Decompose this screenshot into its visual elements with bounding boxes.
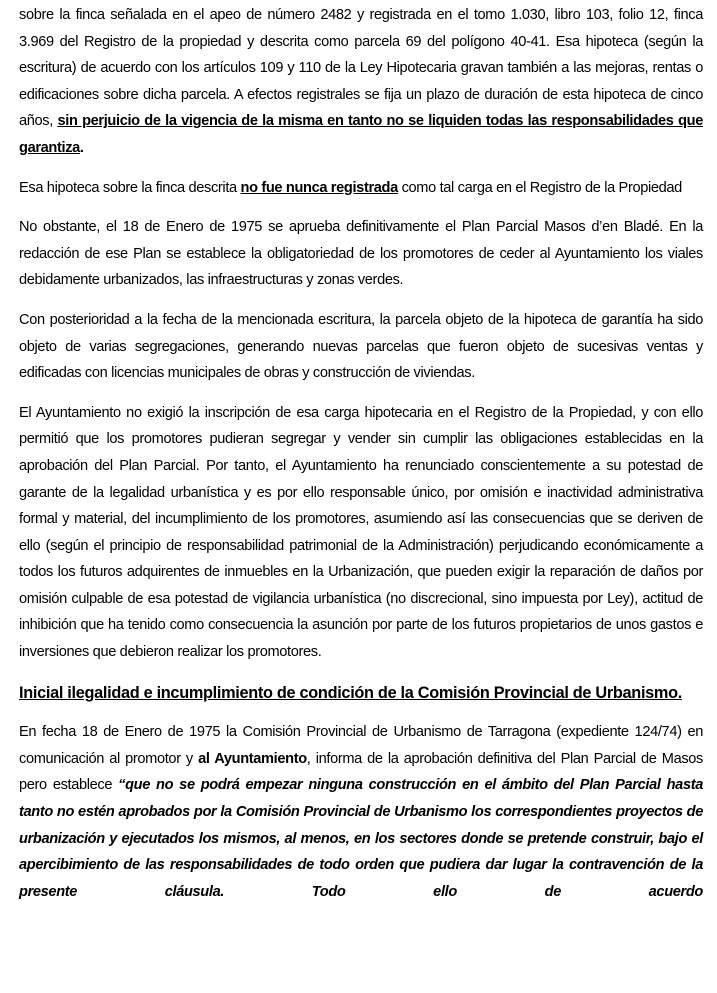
paragraph-comision-provincial	[19, 719, 703, 905]
bold-emphasis: al Ayuntamiento	[198, 750, 307, 767]
document-page	[19, 2, 703, 905]
section-heading: Inicial ilegalidad e incumplimiento de condición de la Comisión Provincial de Urbanismo.	[19, 683, 682, 702]
paragraph-segregaciones: Con posterioridad a la fecha de la mencionada escritura, la parcela objeto de la hipoteca de garantía ha sido objeto de varias segregaciones, generando nuevas parcelas que fueron objeto de sucesivas ventas y edificadas con licencias municipales de obras y construcción de viviendas.	[19, 311, 703, 382]
paragraph-plan-parcial: No obstante, el 18 de Enero de 1975 se aprueba definitivamente el Plan Parcial Masos d’en Bladé. En la redacción de ese Plan se establece la obligatoriedad de los promotores de ceder al Ayuntamiento los viales debidamente urbanizados, las infraestructuras y zonas verdes.	[19, 219, 703, 289]
paragraph-text: , informa de la aprobación definitiva del Plan Parcial de Masos pero establece	[19, 750, 703, 794]
paragraph-end: .	[79, 139, 84, 156]
underlined-emphasis: sin perjuicio de la vigencia de la misma en tanto no se liquiden todas las responsabilidades que garantiza	[19, 113, 703, 156]
paragraph-mortgage-description	[19, 2, 703, 162]
paragraph-text: Esa hipoteca sobre la finca descrita	[19, 179, 241, 196]
underlined-emphasis: no fue nunca registrada	[240, 179, 398, 196]
paragraph-text: sobre la finca señalada en el apeo de número 2482 y registrada en el tomo 1.030, libro 103, folio 12, finca 3.969 del Registro de la propiedad y descrita como parcela 69 del polígono 40-41. Esa hipoteca (según la escritura) de acuerdo con los artículos 109 y 110 de la Ley Hipotecaria gravan también a las mejoras, rentas o edificaciones sobre dicha parcela. A efectos registrales se fija un plazo de duración de esta hipoteca de cinco años,	[19, 7, 703, 130]
quoted-clause: “que no se podrá empezar ninguna construcción en el ámbito del Plan Parcial hasta tanto no estén aprobados por la Comisión Provincial de Urbanismo los correspondientes proyectos de urbanización y ejecutados los mismos, al menos, en los sectores donde se pretende construir, bajo el apercibimiento de las responsabilidades de todo orden que pudiera dar lugar la contravención de la presente cláusula. Todo ello de acuerdo	[19, 777, 703, 900]
paragraph-text: como tal carga en el Registro de la Propiedad	[397, 179, 682, 196]
paragraph-ayuntamiento-responsibility: El Ayuntamiento no exigió la inscripción de esa carga hipotecaria en el Registro de la Propiedad, y con ello permitió que los promotores pudieran segregar y vender sin cumplir las obligaciones establecidas en la aprobación del Plan Parcial. Por tanto, el Ayuntamiento ha renunciado conscientemente a su potestad de garante de la legalidad urbanística y es por ello responsable único, por omisión e inactividad administrativa formal y material, del incumplimiento de los promotores, asumiendo así las consecuencias que se deriven de ello (según el principio de responsabilidad patrimonial de la Administración) perjudicando económicamente a todos los futuros adquirentes de inmuebles en la Urbanización, que pueden exigir la reparación de daños por omisión culpable de esa potestad de vigilancia urbanística (no discrecional, sino impuesta por Ley), actitud de inhibición que ha tenido como consecuencia la asunción por parte de los futuros propietarios de unos gastos e inversiones que debieron realizar los promotores.	[19, 404, 703, 661]
paragraph-not-registered	[19, 175, 703, 202]
paragraph-text: En fecha 18 de Enero de 1975 la Comisión Provincial de Urbanismo de Tarragona (expediente 124/74) en comunicación al promotor y	[19, 724, 703, 767]
